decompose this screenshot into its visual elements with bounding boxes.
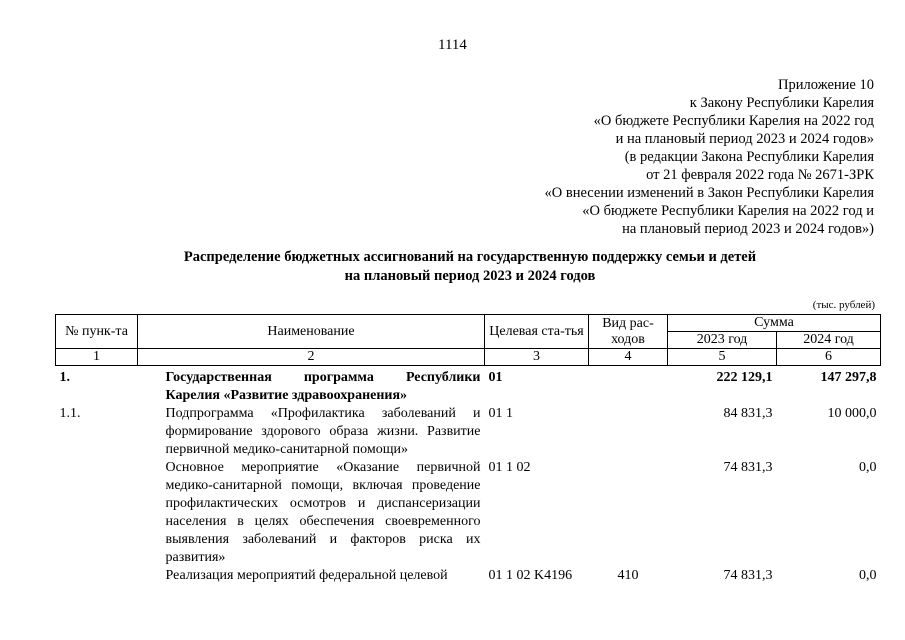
header-year-2024: 2024 год bbox=[777, 332, 881, 349]
header-expense-type: Вид рас-ходов bbox=[589, 315, 668, 349]
table-row bbox=[56, 366, 881, 406]
header-name: Наименование bbox=[138, 315, 485, 349]
cell-2023: 74 831,3 bbox=[723, 460, 773, 475]
appendix-reference bbox=[545, 76, 874, 238]
cell-target: 01 1 bbox=[488, 406, 513, 421]
cell-expense bbox=[589, 366, 668, 406]
cell-2023: 74 831,3 bbox=[723, 568, 773, 583]
appendix-line: от 21 февраля 2022 года № 2671-ЗРК bbox=[646, 167, 874, 183]
cell-2024: 0,0 bbox=[859, 460, 877, 475]
table-header bbox=[56, 315, 881, 366]
cell-item: 1. bbox=[59, 370, 70, 385]
appendix-line: Приложение 10 bbox=[778, 77, 874, 93]
cell-2024: 0,0 bbox=[859, 568, 877, 583]
appendix-line: «О бюджете Республики Карелия на 2022 год bbox=[593, 113, 874, 129]
cell-2023: 222 129,1 bbox=[716, 370, 773, 385]
appendix-line: «О внесении изменений в Закон Республики Карелия bbox=[544, 185, 874, 201]
header-year-2023: 2023 год bbox=[668, 332, 777, 349]
cell-expense bbox=[589, 459, 668, 567]
table-body bbox=[56, 366, 881, 586]
cell-item bbox=[56, 459, 138, 567]
header-sum: Сумма bbox=[668, 315, 881, 332]
column-number: 5 bbox=[668, 349, 777, 366]
cell-target: 01 bbox=[488, 370, 503, 385]
document-title bbox=[0, 248, 905, 286]
cell-name: Государственная программа Республики Карелия «Развитие здравоохранения» bbox=[165, 370, 481, 403]
column-number: 6 bbox=[777, 349, 881, 366]
cell-2024: 10 000,0 bbox=[827, 406, 877, 421]
document-title-line: Распределение бюджетных ассигнований на государственную поддержку семьи и детей bbox=[183, 249, 757, 265]
column-number: 3 bbox=[485, 349, 589, 366]
table-row bbox=[56, 459, 881, 567]
cell-2023: 84 831,3 bbox=[723, 406, 773, 421]
header-target: Целевая ста-тья bbox=[485, 315, 589, 349]
table-row bbox=[56, 567, 881, 585]
cell-target: 01 1 02 bbox=[488, 460, 531, 475]
cell-item: 1.1. bbox=[59, 406, 81, 421]
cell-target: 01 1 02 K4196 bbox=[488, 568, 573, 583]
units-label: (тыс. рублей) bbox=[812, 299, 875, 311]
table-row bbox=[56, 405, 881, 459]
appendix-line: на плановый период 2023 и 2024 годов») bbox=[622, 221, 874, 237]
appendix-line: «О бюджете Республики Карелия на 2022 год и bbox=[582, 203, 874, 219]
appendix-line: к Закону Республики Карелия bbox=[689, 95, 874, 111]
cell-name: Реализация мероприятий федеральной целевой bbox=[165, 568, 448, 583]
cell-expense bbox=[589, 405, 668, 459]
column-number: 4 bbox=[589, 349, 668, 366]
cell-expense: 410 bbox=[617, 568, 639, 583]
cell-item bbox=[56, 567, 138, 585]
appendix-line: и на плановый период 2023 и 2024 годов» bbox=[615, 131, 874, 147]
document-title-line: на плановый период 2023 и 2024 годов bbox=[344, 268, 596, 284]
column-number: 2 bbox=[138, 349, 485, 366]
cell-name: Подпрограмма «Профилактика заболеваний и формирование здорового образа жизни. Развитие первичной медико-санитарной помощи» bbox=[165, 406, 481, 457]
budget-table bbox=[55, 314, 881, 585]
page-number: 1114 bbox=[438, 37, 467, 53]
appendix-line: (в редакции Закона Республики Карелия bbox=[624, 149, 874, 165]
column-number: 1 bbox=[56, 349, 138, 366]
cell-name: Основное мероприятие «Оказание первичной медико-санитарной помощи, включая проведение профилактических осмотров и диспансеризации населения в целях обеспечения своевременного выявления заболеваний и факторов риска их развития» bbox=[165, 460, 481, 565]
header-item-no: № пунк-та bbox=[56, 315, 138, 349]
cell-2024: 147 297,8 bbox=[820, 370, 877, 385]
